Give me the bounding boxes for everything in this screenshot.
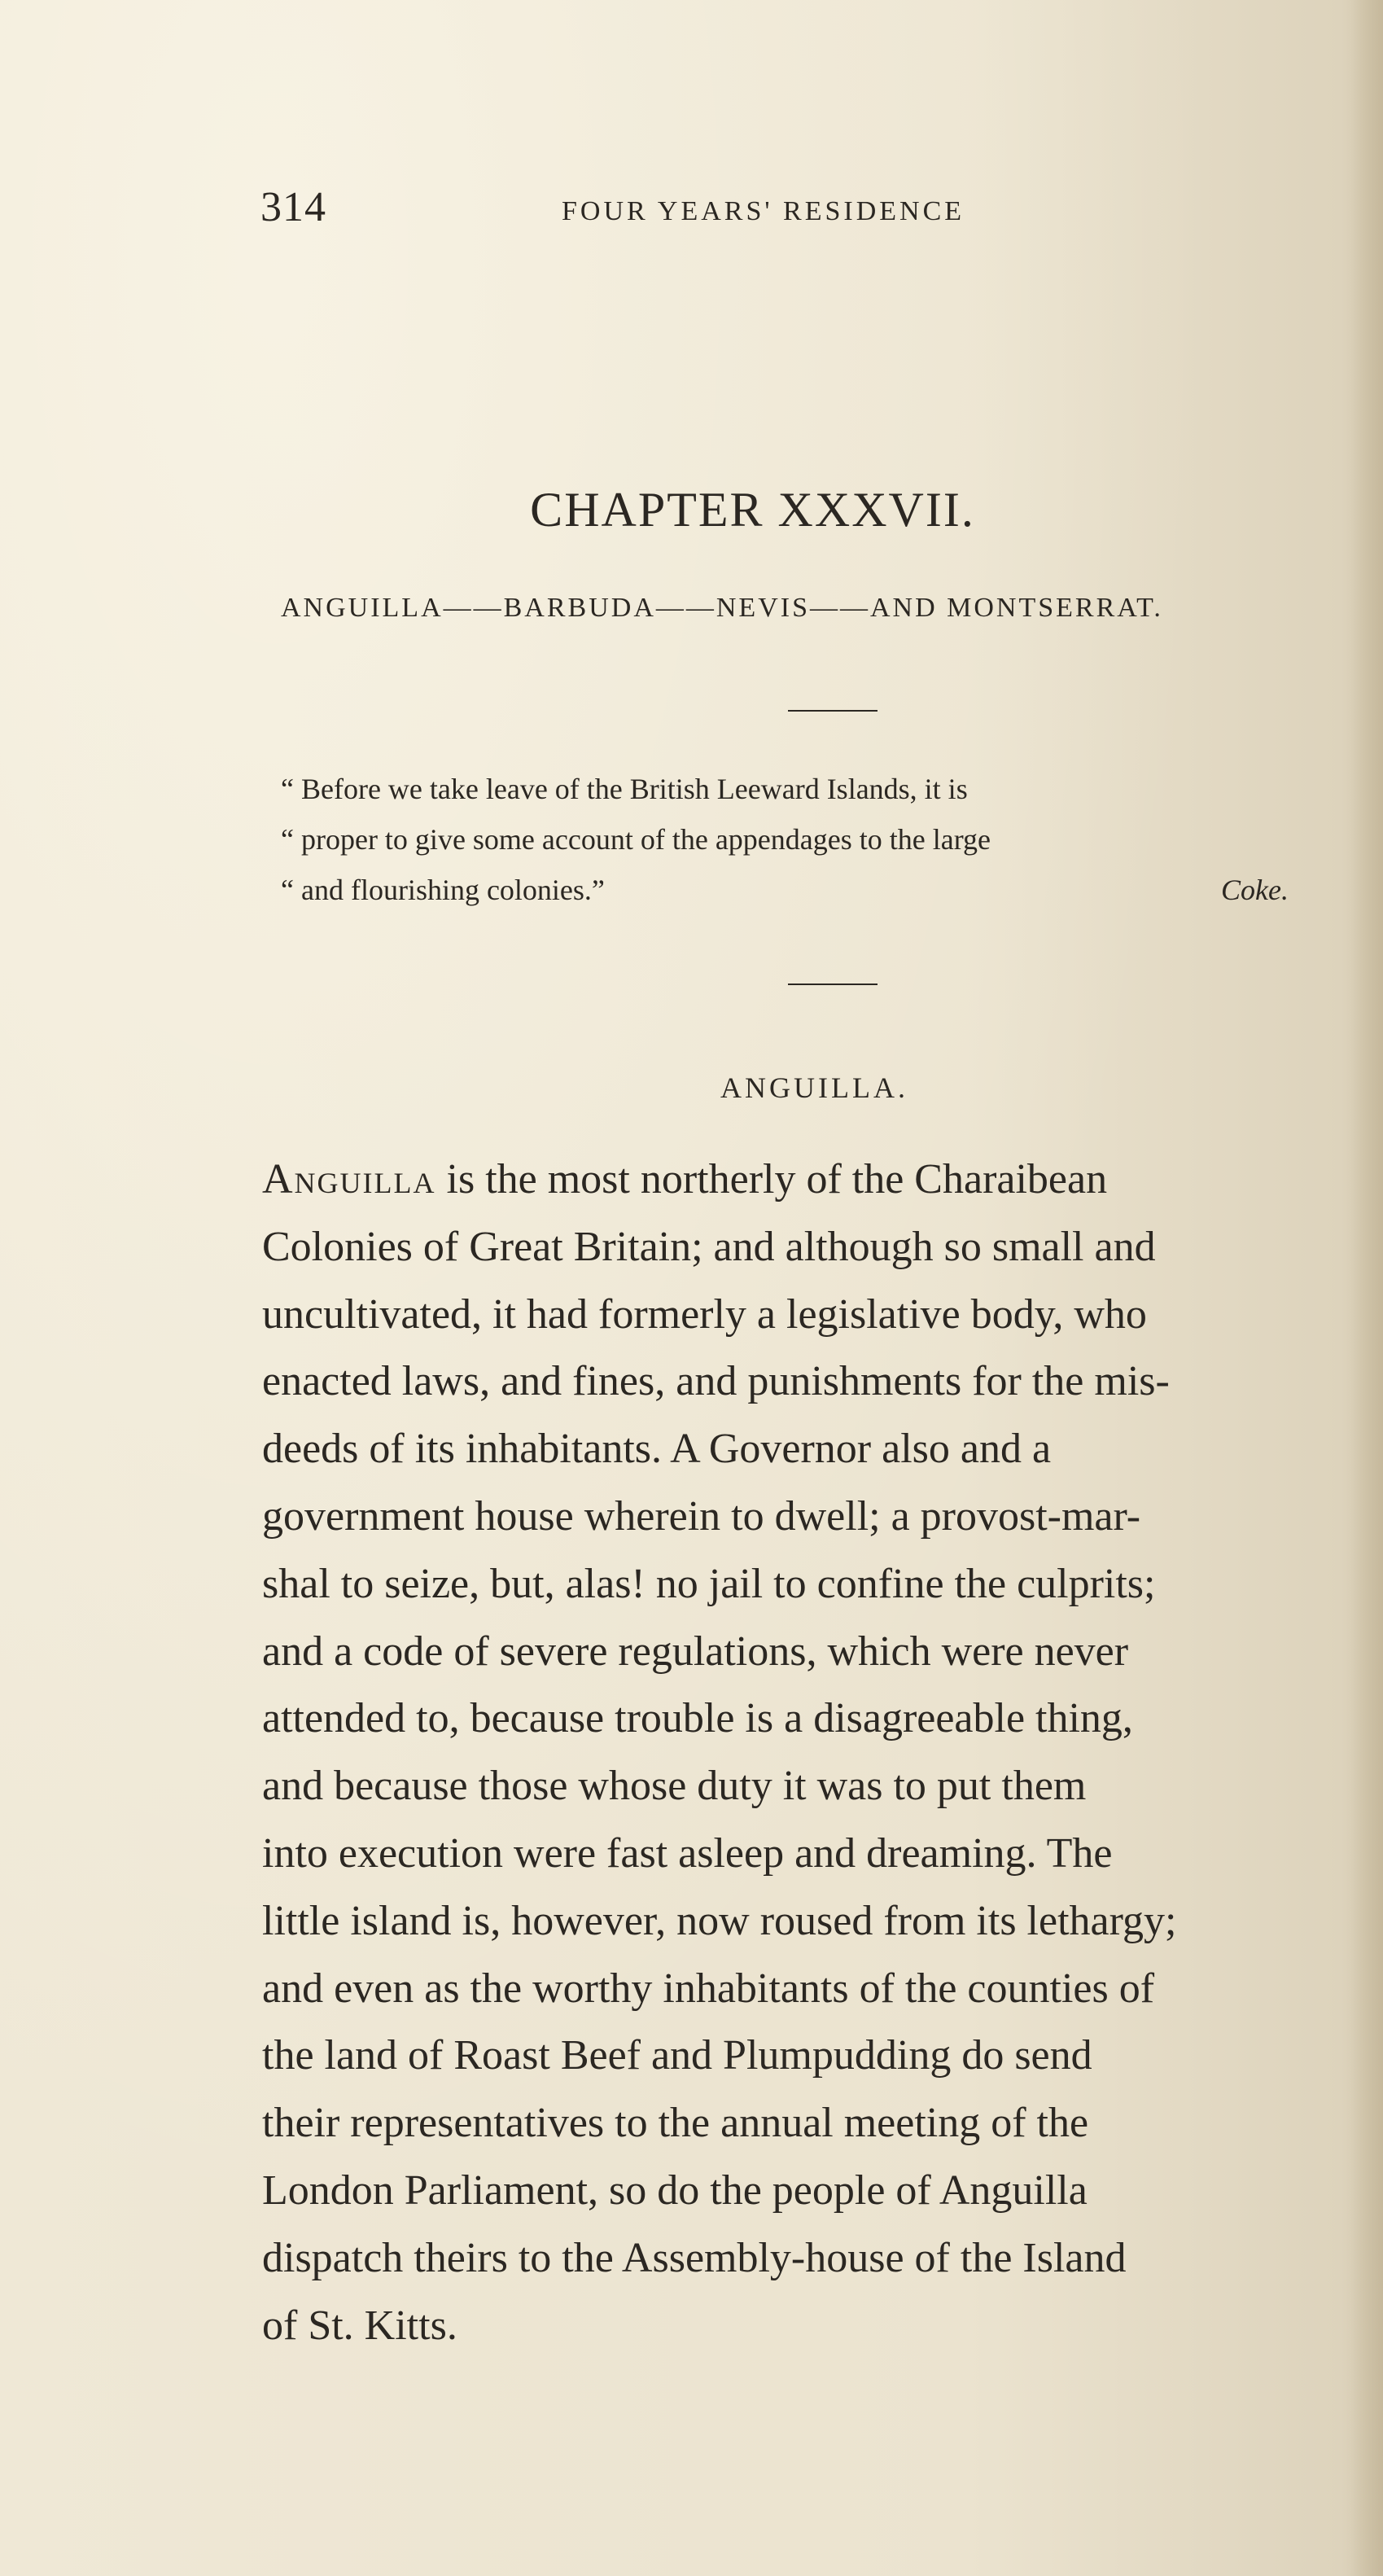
body-line: Colonies of Great Britain; and although so small and [262,1223,1156,1270]
body-line: deeds of its inhabitants. A Governor also and a [262,1426,1052,1473]
body-line: into execution were fast asleep and dreaming. The [262,1829,1113,1877]
body-line: shal to seize, but, alas! no jail to confine the culprits; [262,1560,1156,1607]
epigraph-line-last [281,865,1383,915]
running-head: FOUR YEARS' RESIDENCE [562,196,965,226]
divider-rule [788,984,878,985]
body-line: government house wherein to dwell; a provost-mar- [262,1492,1141,1540]
page-number: 314 [260,184,326,230]
body-first-line-rest: is the most northerly of the Charaibean [435,1156,1108,1203]
epigraph-source: Coke. [1221,874,1289,906]
page-edge-shadow [1350,0,1383,2576]
body-line: little island is, however, now roused from its lethargy; [262,1897,1177,1944]
chapter-title: CHAPTER XXXVII. [530,483,975,537]
body-line: uncultivated, it had formerly a legislative body, who [262,1290,1147,1338]
page-header [260,183,1383,248]
body-line: and a code of severe regulations, which were never [262,1628,1129,1675]
body-line: enacted laws, and fines, and punishments for the mis- [262,1358,1170,1405]
section-heading: ANGUILLA. [720,1071,908,1104]
body-line: and because those whose duty it was to put them [262,1763,1087,1810]
epigraph [281,764,1383,915]
body-line: attended to, because trouble is a disagreeable thing, [262,1695,1133,1742]
body-line: London Parliament, so do the people of Anguilla [262,2166,1088,2214]
divider-rule [788,710,878,712]
body-first-word: Anguilla [262,1156,436,1203]
body-line [262,1146,1383,1214]
body-paragraph [262,1146,1383,2359]
body-line: of St. Kitts. [262,2302,457,2349]
epigraph-line: “ Before we take leave of the British Leeward Islands, it is [281,773,968,805]
epigraph-line: “ proper to give some account of the appendages to the large [281,823,991,856]
body-line: dispatch theirs to the Assembly-house of the Island [262,2234,1127,2281]
chapter-subtitle: ANGUILLA——BARBUDA——NEVIS——AND MONTSERRAT. [281,593,1163,623]
body-line: the land of Roast Beef and Plumpudding do send [262,2032,1092,2079]
epigraph-line-text: “ and flourishing colonies.” [281,874,605,906]
body-line: and even as the worthy inhabitants of the counties of [262,1965,1155,2012]
body-line: their representatives to the annual meeting of the [262,2100,1089,2147]
